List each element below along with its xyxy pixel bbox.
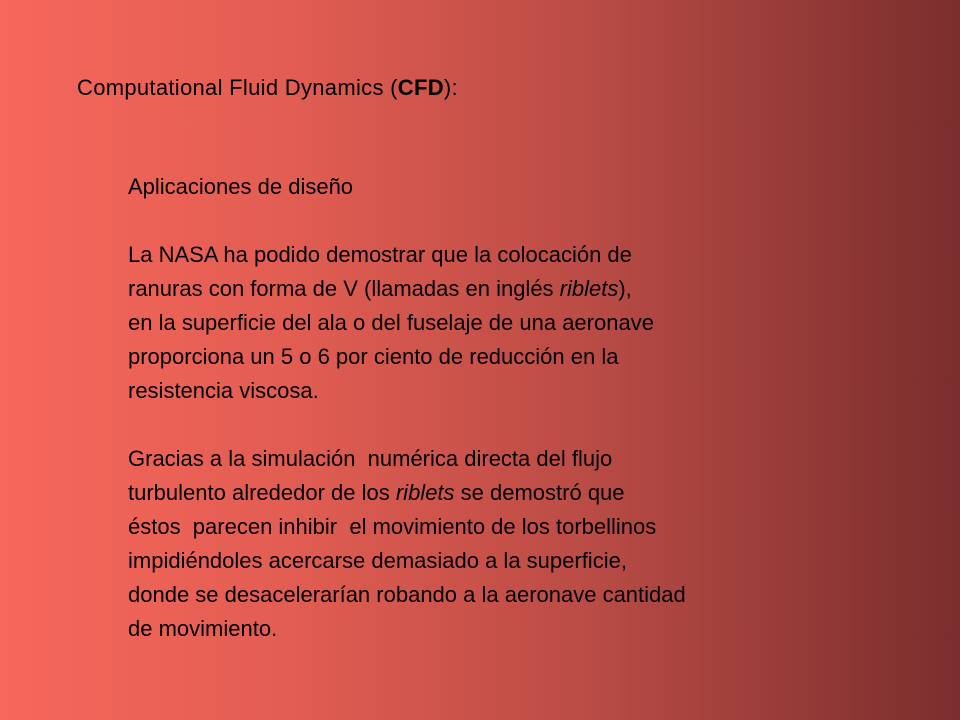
paragraph1-line3: en la superficie del ala o del fuselaje de una aeronave — [128, 310, 654, 335]
paragraph2-line2-a: turbulento alrededor de los — [128, 480, 396, 505]
paragraph-nasa — [128, 238, 928, 408]
paragraph1-line1: La NASA ha podido demostrar que la colocación de — [128, 242, 632, 267]
paragraph1-line5: resistencia viscosa. — [128, 378, 319, 403]
paragraph1-line4: proporciona un 5 o 6 por ciento de reducción en la — [128, 344, 619, 369]
paragraph1-line2-b: ), — [618, 276, 632, 301]
paragraph2-line2-b: se demostró que — [454, 480, 625, 505]
paragraph2-line3: éstos parecen inhibir el movimiento de los torbellinos — [128, 514, 657, 539]
riblets-term: riblets — [395, 480, 455, 505]
riblets-term: riblets — [559, 276, 619, 301]
slide-body — [128, 170, 928, 680]
paragraph2-line2 — [128, 476, 928, 510]
title-suffix: ): — [443, 75, 458, 100]
section-subtitle: Aplicaciones de diseño — [128, 174, 354, 199]
paragraph1-line2 — [128, 272, 928, 306]
title-prefix: Computational Fluid Dynamics ( — [77, 75, 398, 100]
title-acronym: CFD — [397, 75, 444, 100]
paragraph2-line6: de movimiento. — [128, 616, 278, 641]
paragraph2-line5: donde se desacelerarían robando a la aeronave cantidad — [128, 582, 686, 607]
paragraph-simulation — [128, 442, 928, 646]
paragraph2-line4: impidiéndoles acercarse demasiado a la superficie, — [128, 548, 627, 573]
slide-title — [77, 75, 458, 101]
paragraph1-line2-a: ranuras con forma de V (llamadas en inglés — [128, 276, 560, 301]
paragraph2-line1: Gracias a la simulación numérica directa del flujo — [128, 446, 613, 471]
